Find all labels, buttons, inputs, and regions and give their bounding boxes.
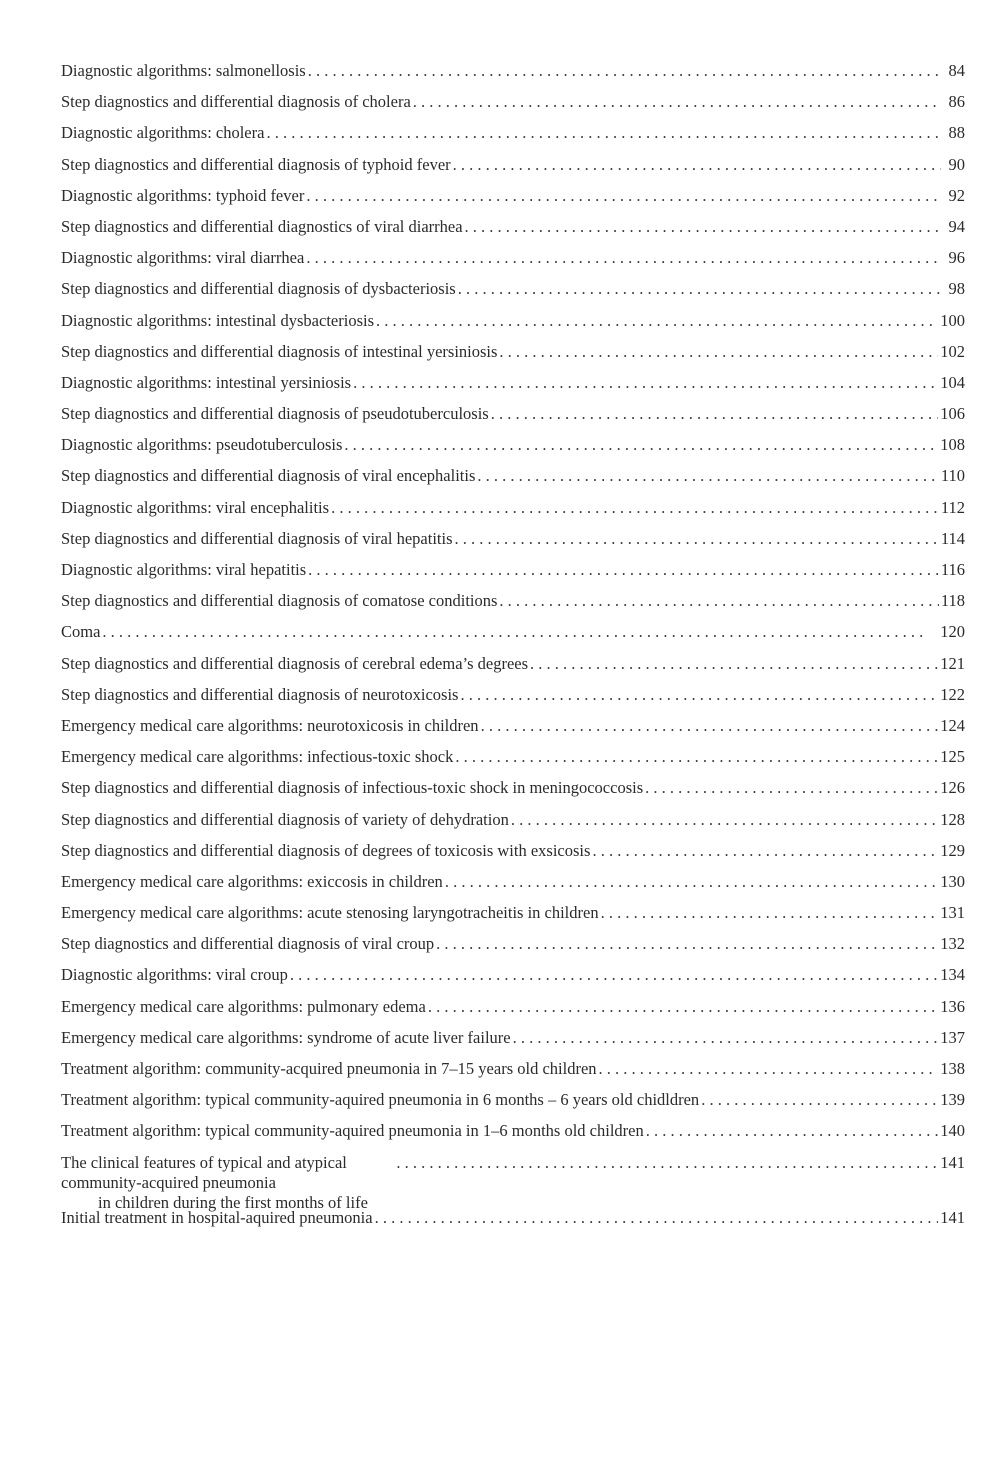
toc-entry-title: Step diagnostics and differential diagnosis of viral hepatitis xyxy=(61,528,453,548)
toc-entry-page: 122 xyxy=(940,684,965,704)
toc-entry-title: Step diagnostics and differential diagnostics of viral diarrhea xyxy=(61,216,463,236)
toc-entry-page: 118 xyxy=(940,591,965,611)
toc-entry-title: Emergency medical care algorithms: acute stenosing laryngotracheitis in children xyxy=(61,903,599,923)
toc-entry[interactable] xyxy=(61,342,965,373)
toc-entry[interactable] xyxy=(61,622,965,653)
toc-entry-title: Emergency medical care algorithms: infectious-toxic shock xyxy=(61,747,454,767)
dot-leader xyxy=(308,560,939,580)
toc-entry-title: Diagnostic algorithms: typhoid fever xyxy=(61,185,305,205)
toc-entry-title: Diagnostic algorithms: pseudotuberculosis xyxy=(61,435,343,455)
toc-entry-title: Step diagnostics and differential diagnosis of dysbacteriosis xyxy=(61,279,456,299)
toc-entry[interactable] xyxy=(61,61,965,92)
dot-leader xyxy=(413,92,941,112)
dot-leader xyxy=(530,654,938,674)
toc-entry[interactable] xyxy=(61,1121,965,1152)
toc-entry[interactable] xyxy=(61,311,965,342)
toc-entry-title xyxy=(61,1153,394,1213)
toc-entry-title-continuation: in children during the first months of life xyxy=(98,1192,368,1212)
toc-entry-title: Step diagnostics and differential diagnosis of variety of dehydration xyxy=(61,809,509,829)
toc-entry-title: Treatment algorithm: typical community-aquired pneumonia in 1–6 months old children xyxy=(61,1121,644,1141)
table-of-contents xyxy=(61,61,965,1239)
toc-entry[interactable] xyxy=(61,1152,965,1212)
toc-entry[interactable] xyxy=(61,1208,965,1239)
toc-entry[interactable] xyxy=(61,778,965,809)
toc-entry-title: Treatment algorithm: community-acquired pneumonia in 7–15 years old children xyxy=(61,1059,597,1078)
toc-entry-page: 94 xyxy=(948,216,965,236)
toc-entry-page: 120 xyxy=(940,622,965,642)
toc-entry-title: Step diagnostics and differential diagnosis of viral encephalitis xyxy=(61,466,476,486)
toc-entry[interactable] xyxy=(61,466,965,497)
dot-leader xyxy=(513,1028,939,1048)
dot-leader xyxy=(445,872,938,892)
toc-entry-page: 102 xyxy=(940,341,965,361)
toc-entry-title: Step diagnostics and differential diagnosis of cholera xyxy=(61,92,411,112)
dot-leader xyxy=(511,810,938,830)
toc-entry-page: 98 xyxy=(948,279,965,299)
toc-entry[interactable] xyxy=(61,1090,965,1121)
toc-entry-page: 108 xyxy=(940,435,965,455)
toc-entry-title: Diagnostic algorithms: viral encephalitis xyxy=(61,497,330,517)
dot-leader xyxy=(353,373,938,393)
dot-leader xyxy=(465,217,941,237)
toc-entry-page: 141 xyxy=(940,1207,965,1227)
dot-leader xyxy=(646,1121,939,1141)
dot-leader xyxy=(376,311,938,331)
toc-entry[interactable] xyxy=(61,810,965,841)
dot-leader xyxy=(102,622,938,642)
toc-entry[interactable] xyxy=(61,965,965,996)
toc-entry[interactable] xyxy=(61,123,965,154)
dot-leader xyxy=(306,186,941,206)
toc-entry-title: Step diagnostics and differential diagnosis of comatose conditions xyxy=(61,591,498,611)
dot-leader xyxy=(599,1059,939,1079)
toc-entry-title-line: The clinical features of typical and atypical community-acquired pneumonia xyxy=(61,1152,347,1192)
dot-leader xyxy=(428,997,938,1017)
toc-entry[interactable] xyxy=(61,529,965,560)
toc-entry[interactable] xyxy=(61,186,965,217)
dot-leader xyxy=(396,1153,938,1173)
dot-leader xyxy=(460,685,938,705)
toc-entry-page: 116 xyxy=(940,560,965,579)
dot-leader xyxy=(455,529,939,549)
toc-entry-page: 121 xyxy=(940,653,965,673)
toc-entry-page: 125 xyxy=(940,747,965,767)
toc-entry-title: Diagnostic algorithms: intestinal yersiniosis xyxy=(61,372,352,392)
toc-entry-page: 84 xyxy=(948,61,965,80)
toc-entry-title: Step diagnostics and differential diagnosis of viral croup xyxy=(61,934,435,954)
dot-leader xyxy=(499,342,938,362)
toc-entry[interactable] xyxy=(61,654,965,685)
toc-entry-page: 134 xyxy=(940,965,965,985)
toc-entry[interactable] xyxy=(61,435,965,466)
dot-leader xyxy=(491,404,939,424)
toc-entry[interactable] xyxy=(61,217,965,248)
dot-leader xyxy=(331,498,939,518)
toc-entry-title: Step diagnostics and differential diagnosis of cerebral edema’s degrees xyxy=(61,653,529,673)
toc-entry-page: 129 xyxy=(940,840,965,860)
toc-entry-title: Emergency medical care algorithms: neurotoxicosis in children xyxy=(61,715,479,735)
dot-leader xyxy=(308,61,941,81)
dot-leader xyxy=(436,934,938,954)
toc-entry[interactable] xyxy=(61,404,965,435)
dot-leader xyxy=(477,466,938,486)
dot-leader xyxy=(601,903,939,923)
toc-entry-title: Emergency medical care algorithms: exiccosis in children xyxy=(61,871,443,891)
toc-entry[interactable] xyxy=(61,997,965,1028)
toc-entry-page: 131 xyxy=(940,903,965,923)
dot-leader xyxy=(375,1208,939,1228)
toc-entry-page: 141 xyxy=(940,1152,965,1172)
toc-entry-page: 114 xyxy=(940,528,965,548)
toc-entry-page: 138 xyxy=(940,1059,965,1078)
toc-entry-page: 124 xyxy=(940,715,965,735)
toc-entry[interactable] xyxy=(61,155,965,186)
toc-entry-title: Initial treatment in hospital-aquired pneumonia xyxy=(61,1207,373,1227)
toc-entry[interactable] xyxy=(61,279,965,310)
dot-leader xyxy=(645,778,938,798)
toc-entry-page: 104 xyxy=(940,372,965,392)
dot-leader xyxy=(344,435,938,455)
dot-leader xyxy=(306,248,941,268)
toc-entry[interactable] xyxy=(61,747,965,778)
toc-entry[interactable] xyxy=(61,1059,965,1090)
toc-entry[interactable] xyxy=(61,841,965,872)
toc-entry-title: Treatment algorithm: typical community-aquired pneumonia in 6 months – 6 years old chidldren xyxy=(61,1090,700,1110)
toc-entry[interactable] xyxy=(61,498,965,529)
toc-entry-title: Step diagnostics and differential diagnosis of intestinal yersiniosis xyxy=(61,341,498,361)
toc-entry[interactable] xyxy=(61,685,965,716)
toc-entry-title: Diagnostic algorithms: cholera xyxy=(61,123,265,143)
toc-entry-title: Diagnostic algorithms: viral hepatitis xyxy=(61,560,307,579)
toc-entry[interactable] xyxy=(61,903,965,934)
dot-leader xyxy=(290,965,938,985)
toc-entry-page: 112 xyxy=(940,497,965,517)
toc-entry-page: 106 xyxy=(940,404,965,424)
dot-leader xyxy=(481,716,939,736)
toc-entry-title: Emergency medical care algorithms: pulmonary edema xyxy=(61,996,426,1016)
toc-entry-title: Step diagnostics and differential diagnosis of typhoid fever xyxy=(61,154,451,174)
toc-entry-page: 110 xyxy=(940,466,965,486)
toc-entry-page: 132 xyxy=(940,934,965,954)
toc-entry-page: 128 xyxy=(940,809,965,829)
dot-leader xyxy=(499,591,938,611)
toc-entry[interactable] xyxy=(61,248,965,279)
toc-entry-title: Diagnostic algorithms: intestinal dysbacteriosis xyxy=(61,310,374,330)
toc-entry-page: 96 xyxy=(948,248,965,268)
toc-entry-title: Diagnostic algorithms: viral diarrhea xyxy=(61,248,305,268)
toc-entry[interactable] xyxy=(61,716,965,747)
toc-entry[interactable] xyxy=(61,373,965,404)
toc-entry[interactable] xyxy=(61,1028,965,1059)
dot-leader xyxy=(455,747,938,767)
toc-entry-page: 130 xyxy=(940,871,965,891)
toc-entry-page: 92 xyxy=(948,185,965,205)
toc-entry-title: Step diagnostics and differential diagnosis of pseudotuberculosis xyxy=(61,404,489,424)
toc-entry-page: 100 xyxy=(940,310,965,330)
toc-entry-title: Diagnostic algorithms: salmonellosis xyxy=(61,61,306,80)
toc-entry[interactable] xyxy=(61,92,965,123)
toc-entry-page: 139 xyxy=(940,1090,965,1110)
dot-leader xyxy=(701,1090,938,1110)
toc-entry[interactable] xyxy=(61,560,965,591)
toc-entry-title: Step diagnostics and differential diagnosis of infectious-toxic shock in meningococcosis xyxy=(61,778,644,798)
toc-entry-page: 140 xyxy=(940,1121,965,1141)
dot-leader xyxy=(458,279,941,299)
toc-entry[interactable] xyxy=(61,934,965,965)
toc-entry-page: 88 xyxy=(948,123,965,143)
toc-entry[interactable] xyxy=(61,872,965,903)
toc-entry-page: 126 xyxy=(940,778,965,798)
toc-entry-page: 136 xyxy=(940,996,965,1016)
toc-entry-title: Coma xyxy=(61,622,101,642)
dot-leader xyxy=(266,123,941,143)
toc-entry-title: Emergency medical care algorithms: syndrome of acute liver failure xyxy=(61,1027,511,1047)
toc-entry-title: Diagnostic algorithms: viral croup xyxy=(61,965,288,985)
toc-entry-title: Step diagnostics and differential diagnosis of neurotoxicosis xyxy=(61,684,459,704)
toc-entry[interactable] xyxy=(61,591,965,622)
toc-entry-page: 90 xyxy=(948,154,965,174)
toc-entry-page: 137 xyxy=(940,1027,965,1047)
dot-leader xyxy=(453,155,941,175)
toc-entry-page: 86 xyxy=(948,92,965,112)
toc-entry-title: Step diagnostics and differential diagnosis of degrees of toxicosis with exsicosis xyxy=(61,840,591,860)
dot-leader xyxy=(592,841,938,861)
